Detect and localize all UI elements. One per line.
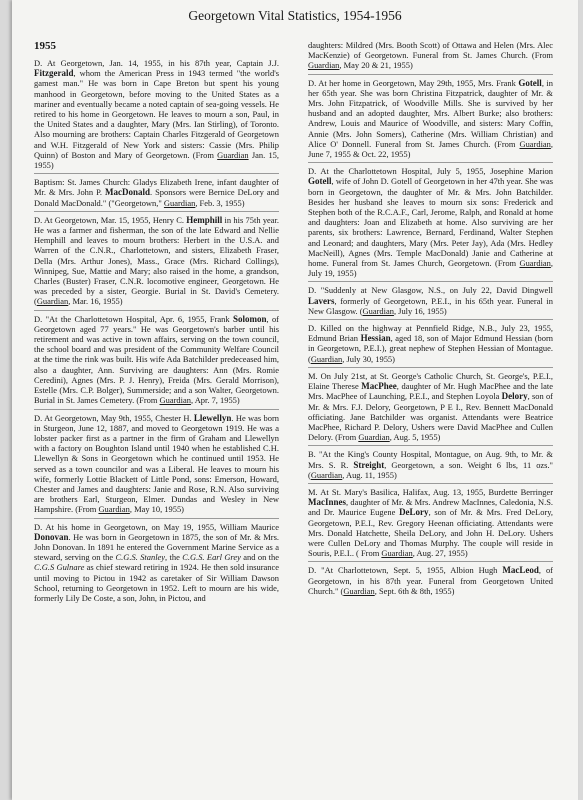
entry-text: as chief steward retiring in 1924. He then sold insurance until moving to Pictou in 1942 as caretaker of Sir William Dawson School, returning to Georgetown in 1952. Left to mourn are his wide, formerly Lily De Coste, a son, John, in Pictou, and [34,562,279,603]
entry-text: , daughter of Mr. & Mrs. Andrew MacInnes, Caledonia, N.S. and Dr. Maurice Eugene [308,497,553,518]
surname: MacLeod [502,565,539,576]
source-name: Guardian [381,548,413,559]
entry-text: , wife of John D. Gotell of Georgetown in her 47th year. She was born in Georgetown, the daughter of Mr. & Mrs. John Batchilder. Besides her husband she leaves to mourn six sons: Frederick and Stephen both of the R.C.A.F., Carl, Jerome, Ralph, and Ronald at home and daughters: Joan and Elizabeth at home. Also surviving are her parents, six brothers: Lawrence, Bernard, Ferdinand, Walter Stephen and Leonard; and daughters, Mary (Mrs. Peter Jay), Ada (Mrs. Hedley MacNeill), Agnes (Mrs. Temple MacDonald) Janie and Catherine at home. Funeral from St. James Church, Georgetown. (From [308,176,553,269]
surname: Gotell [308,176,332,187]
record-entry [34,215,279,311]
surname: Delory [501,391,528,402]
entry-text: Baptism: St. James Church: Gladys Elizabeth Irene, infant daughter of Mr. & Mrs. John P. [34,177,279,198]
source-name: Guardian [163,197,196,208]
entry-text: in his 75th year. He was a farmer and fisherman, the son of the late Edward and Nellie Hemphill and leaves to mourn brothers: Herbert in the U.S.A. and Warren of the C.N.R., Charlottetown, and sisters, Elizabeth Fraser, Della (Mrs. Arthur Jones), Mass., Grace (Mrs. Richard Collings), Winnipeg, Sue, Mattie and Mary; also raised in the home, a grandson, Charles (Buster) Fraser, C.N.R. locomotive engineer, Georgetown. He was preceded by a sister, Georgie. Burial in St. David's Cemetery. ( [34,214,279,307]
entry-text: . He was born in Georgetown in 1875, the son of Mr. & Mrs. John Donovan. In 1891 he entered the Government Marine Service as a steward, serving on the [34,531,279,563]
entry-text: D. At Georgetown, Jan. 14, 1955, in his 87th year, Captain J.J. [34,58,279,68]
left-entries-list [34,58,279,606]
record-entry [308,166,553,282]
record-entry [34,522,279,607]
entry-text: daughters: Mildred (Mrs. Booth Scott) of Ottawa and Helen (Mrs. Alec MacKenzie) of Georgetown. Funeral from St. James Church. (From [308,40,553,61]
surname: Hemphill [186,214,223,225]
entry-text: , daughter of Mr. Hugh MacPhee and the late Mrs. MacPhee of Launching, P.E.I., and Stephen Loyola [308,381,553,402]
entry-text: D. "At the Charlottetown Hospital, Apr. 6, 1955, Frank [34,313,233,324]
entry-text: D. At Georgetown, May 9th, 1955, Chester H. [34,412,194,423]
entry-text: . Sponsors were Bernice DeLory and Donald MacDonald." ("Georgetown," [34,187,280,208]
entry-text: D. "Suddenly at New Glasgow, N.S., on July 22, David Dingwell [308,285,553,296]
entry-text: and on the [240,552,279,563]
entry-text: D. At the Charlottetown Hospital, July 5, 1955, Josephine Marion [308,166,553,177]
record-entry [34,413,279,519]
entry-text: , June 7, 1955 & Oct. 22, 1955) [308,138,553,160]
surname: Streight [353,459,385,470]
right-column [308,40,553,602]
entry-text: , of Georgetown aged 77 years." He was Georgetown's barber until his retirement and was active in town affairs, serving on the town council, the school board and was president of the Community Welfare Council at the time the rink was built. His wife Ada Batchilder predeceased him, also a daughter, Ann. Surviving are daughters: Ann (Mrs. Romie Ceredini), Agnes (Mrs. P. J. Henry), Freida (Mrs. Gerald Morrison), Estelle (Mrs. C.P. Bolger), Summerside; and a son Walter, Georgetown. Burial in St. James Cemetery. (From [34,313,279,406]
record-entry [308,449,553,484]
ship-name: C.G.S Gulnare [34,562,85,573]
entry-text: D. At her home in Georgetown, May 29th, 1955, Mrs. Frank [308,77,519,88]
entry-text: , Apr. 7, 1955) [190,395,240,406]
entry-text: , in her 65th year. She was born Christina Fitzpatrick, daughter of Mr. & Mrs. John Fitzpatrick, of Woodville Mills. She is survived by her husband and an adopted daughter, Mrs. Albert Burke; also brothers: Andrew, Louis and Maurice of Woodville, and sisters: Mary Coffin, Annie (Mrs. John Somers), Catherine (Mrs. William Christian) and Alice O' Donnell. Funeral from St. James Church. (From [308,77,553,149]
surname: MacDonald [104,187,150,198]
entry-text: Jan. 15, 1955) [34,149,280,171]
right-entries-list [308,40,553,599]
entry-text: , Georgetown, a son. Weight 6 lbs, 11 ozs." ( [308,459,553,480]
surname: Hessian [360,333,391,344]
entry-text: , whom the American Press in 1943 termed "the world's gamest man." He was born in Cape Breton but spent his young manhood in Georgetown, before moving to the United States as a mariner and eventually became a noted captain of sea-going vessels. He retired to his home in Georgetown. He leaves to mourn a son, Paul, in the United States and a daughter, Mary (Mrs. Ian Stirling), of Toronto. Also mourning are brothers: Captain Charles Fitzgerald of Georgetown and W.H. Fitzgerald of New York and sisters: Cassie (Mrs. Philip Quinn) of Boston and Mary of Georgetown. (From [34,68,279,160]
entry-text: D. At his home in Georgetown, on May 19, 1955, William Maurice [34,521,279,532]
source-name: Guardian [217,149,249,160]
source-name: Guardian [98,504,130,515]
record-entry [308,40,553,75]
entry-text: , July 30, 1955) [342,353,395,364]
source-name: Guardian [310,469,343,480]
surname: Fitzgerald [34,68,74,79]
entry-text: , Aug. 27, 1955) [412,548,468,559]
entry-text: , Aug. 5, 1955) [389,432,441,443]
record-entry [308,323,553,368]
entry-text: , of Georgetown, in his 87th year. Funeral from Georgetown United Church." ( [308,565,553,596]
entry-text: , Feb. 3, 1955) [195,197,245,208]
entry-text: , Aug. 11, 1955) [342,469,397,480]
entry-text: B. "At the King's County Hospital, Montague, on Aug. 9th, to Mr. & Mrs. S. R. [308,449,553,470]
entry-text: D. Killed on the highway at Pennfield Ridge, N.B., July 23, 1955, Edmund Brian [308,323,553,344]
source-name: Guardian [362,305,394,316]
entry-text: , May 20 & 21, 1955) [339,60,413,71]
entry-text: , July 19, 1955) [308,258,553,279]
entry-text: , May 10, 1955) [129,504,184,515]
source-name: Guardian [308,60,340,71]
surname: Donovan [34,531,69,542]
surname: MacInnes [308,497,346,508]
left-column [34,40,279,609]
record-entry [34,314,279,410]
entry-text: , July 16, 1955) [393,305,447,316]
record-entry [308,285,553,320]
source-name: Guardian [358,432,390,443]
entry-text: , formerly of Georgetown, P.E.I., in his 65th year. Funeral in New Glasgow. ( [308,295,553,316]
source-name: Guardian [519,258,551,269]
surname: Lavers [308,295,335,306]
entry-text: , son of Mr. & Mrs. F.J. Delory, Georgetown, P E I., Rev. Bennett MacDonald officiating. Jane Batchilder was organist. Attendants were Beatrice MacPhee, Richard P. Delory, Ushers were David MacPhee and Cullen Delory. (From [308,391,553,443]
entry-text: D. At Georgetown, Mar. 15, 1955, Henry C. [34,214,187,225]
ship-name: C.G.S. Stanley [115,552,166,563]
entry-text: , the [165,552,183,563]
entry-text: M. At St. Mary's Basilica, Halifax, Aug. 13, 1955, Burdette Berringer [308,486,553,497]
entry-text: , son of Mr. & Mrs. Fred DeLory, Georgetown, P.E.I., Rev. Gregory Heenan officiating. Attendants were Mrs. Donald Hatchette, Sheila DeLory, and John H. DeLory. Ushers were Cullen DeLory and Thomas Murphy. The couple will reside in Souris, P.E.I.. ( From [308,507,554,559]
surname: Llewellyn [193,412,232,423]
surname: Solomon [232,313,267,324]
ship-name: C.G.S. Earl Grey [182,552,241,563]
entry-text: . He was born in Sturgeon, June 12, 1887, and moved to Georgetown 1919. He was a lobster packer first as a partner in the firm of Graham and Llewellyn with a factory on Boughton Island until 1940 when he established C.H. Llewellyn & Sons in Georgetown which he continued until 1953. He served as a town councilor and was a Liberal. He leaves to mourn his wife, formerly Lottie Blackett of Little Pond, sons: Emerson, Howard, Chester and James and daughters: Janie and Rose, R.N. Also surviving are brothers Earl, Sturgeon, Elmer. Dundas and Wesley in New Hampshire. (From [34,412,279,515]
entry-text: M. On July 21st, at St. George's Catholic Church, St. George's, P.E.I., Elaine Therese [308,370,553,392]
surname: Gotell [518,77,542,88]
record-entry [34,177,279,212]
entry-text: , Mar. 16, 1955) [68,296,123,307]
surname: MacPhee [361,381,397,392]
record-entry [308,487,553,562]
source-name: Guardian [343,585,375,596]
record-entry [308,565,553,599]
entry-text: , aged 18, son of Major Edmund Hessian (born in Georgetown, P.E.I.), great nephew of Stephen Hessian of Montague. ( [308,333,553,364]
source-name: Guardian [519,138,551,149]
source-name: Guardian [310,353,343,364]
page-header-title: Georgetown Vital Statistics, 1954-1956 [188,8,402,23]
surname: DeLory [399,507,429,518]
entry-text: D. "At Charlottetown, Sept. 5, 1955, Albion Hugh [308,565,503,576]
record-entry [34,58,279,174]
record-entry [308,371,553,446]
year-heading: 1955 [34,40,56,52]
source-name: Guardian [36,296,69,307]
record-entry [308,78,553,164]
document-page [12,0,578,800]
entry-text: , Sept. 6th & 8th, 1955) [374,585,455,596]
source-name: Guardian [159,395,191,406]
